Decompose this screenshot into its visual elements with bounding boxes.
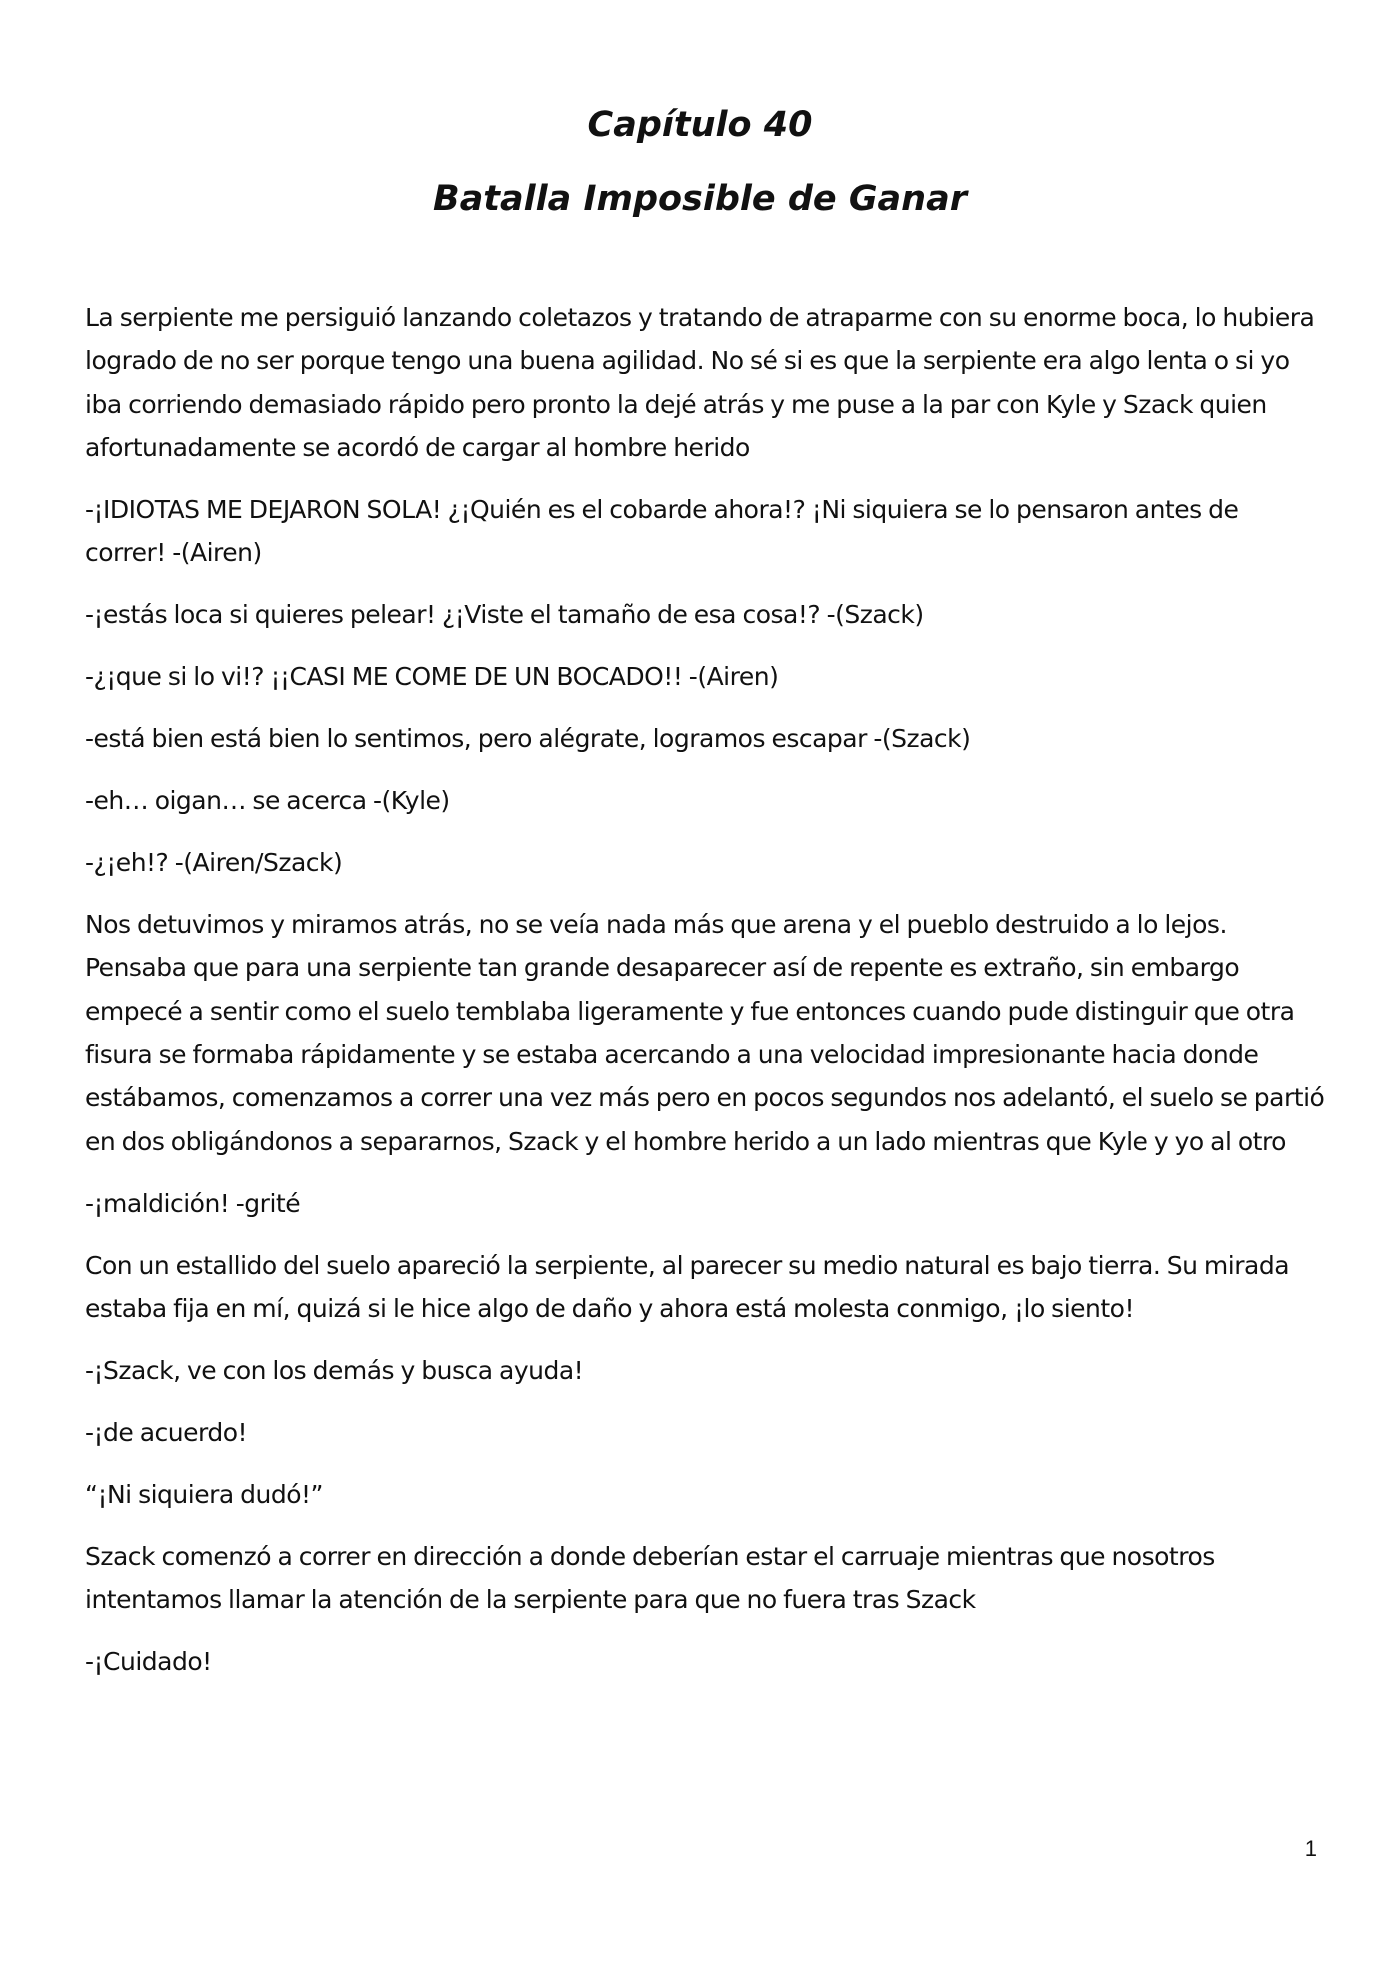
dialogue-line: -está bien está bien lo sentimos, pero alégrate, logramos escapar -(Szack) (85, 724, 971, 754)
dialogue-line: -¡Cuidado! (85, 1647, 212, 1677)
chapter-body (85, 296, 1325, 1702)
narration-paragraph: Con un estallido del suelo apareció la serpiente, al parecer su medio natural es bajo tierra. Su mirada estaba fija en mí, quizá si le hice algo de daño y ahora está molesta conmigo, ¡lo siento! (85, 1250, 1290, 1323)
dialogue-line: -¡estás loca si quieres pelear! ¿¡Viste el tamaño de esa cosa!? -(Szack) (85, 600, 924, 630)
dialogue-line: -¡maldición! -grité (85, 1188, 301, 1218)
dialogue-line: -¡de acuerdo! (85, 1417, 248, 1447)
chapter-number: Capítulo 40 (587, 105, 813, 145)
dialogue-line: -eh… oigan… se acerca -(Kyle) (85, 786, 450, 816)
thought-line: “¡Ni siquiera dudó!” (85, 1479, 323, 1509)
chapter-heading (0, 88, 1400, 236)
narration-paragraph: Nos detuvimos y miramos atrás, no se veía nada más que arena y el pueblo destruido a lo lejos. Pensaba que para una serpiente tan grande desaparecer así de repente es extraño, sin embargo empecé a sentir como el suelo temblaba ligeramente y fue entonces cuando pude distinguir que otra fisura se formaba rápidamente y se estaba acercando a una velocidad impresionante hacia donde estábamos, comenzamos a correr una vez más pero en pocos segundos nos adelantó, el suelo se partió en dos obligándonos a separarnos, Szack y el hombre herido a un lado mientras que Kyle y yo al otro (85, 910, 1325, 1156)
page-number: 1 (1304, 1836, 1317, 1861)
dialogue-line: -¡Szack, ve con los demás y busca ayuda! (85, 1355, 584, 1385)
chapter-title: Batalla Imposible de Ganar (433, 179, 967, 219)
narration-paragraph: La serpiente me persiguió lanzando coletazos y tratando de atraparme con su enorme boca, lo hubiera logrado de no ser porque tengo una buena agilidad. No sé si es que la serpiente era algo lenta o si yo iba corriendo demasiado rápido pero pronto la dejé atrás y me puse a la par con Kyle y Szack quien afortunadamente se acordó de cargar al hombre herido (85, 303, 1315, 462)
narration-paragraph: Szack comenzó a correr en dirección a donde deberían estar el carruaje mientras que nosotros intentamos llamar la atención de la serpiente para que no fuera tras Szack (85, 1541, 1215, 1615)
dialogue-line: -¡IDIOTAS ME DEJARON SOLA! ¿¡Quién es el cobarde ahora!? ¡Ni siquiera se lo pensaron antes de correr! -(Airen) (85, 494, 1239, 568)
dialogue-line: -¿¡que si lo vi!? ¡¡CASI ME COME DE UN BOCADO!! -(Airen) (85, 662, 779, 692)
dialogue-line: -¿¡eh!? -(Airen/Szack) (85, 848, 343, 878)
